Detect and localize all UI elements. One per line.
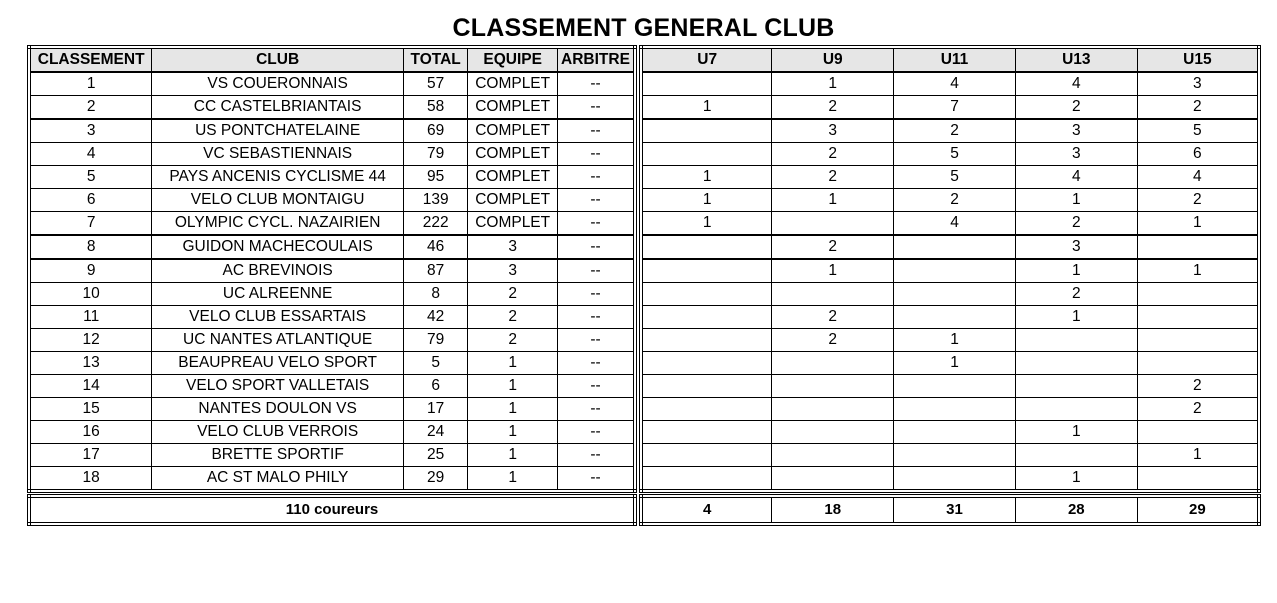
cell-club: VC SEBASTIENNAIS xyxy=(152,143,404,166)
column-header-club: CLUB xyxy=(152,47,404,72)
table-row xyxy=(29,143,635,166)
table-row xyxy=(641,467,1259,492)
cell-u7 xyxy=(641,352,772,375)
cell-equipe: 1 xyxy=(468,444,558,467)
cell-u13: 3 xyxy=(1015,119,1137,143)
cell-u11 xyxy=(894,444,1016,467)
table-row xyxy=(641,143,1259,166)
table-header-row xyxy=(29,47,635,72)
cell-u11 xyxy=(894,375,1016,398)
cell-rank: 15 xyxy=(29,398,152,421)
cell-total: 25 xyxy=(403,444,467,467)
table-row xyxy=(29,352,635,375)
total-u11: 31 xyxy=(894,496,1016,524)
cell-equipe: 3 xyxy=(468,235,558,259)
totals-row xyxy=(641,496,1259,524)
cell-u15 xyxy=(1137,329,1259,352)
cell-rank: 9 xyxy=(29,259,152,283)
cell-u11 xyxy=(894,467,1016,492)
cell-u9 xyxy=(772,352,894,375)
cell-rank: 13 xyxy=(29,352,152,375)
cell-equipe: 3 xyxy=(468,259,558,283)
total-riders: 110 coureurs xyxy=(29,496,635,524)
cell-rank: 3 xyxy=(29,119,152,143)
cell-u13: 1 xyxy=(1015,306,1137,329)
cell-total: 24 xyxy=(403,421,467,444)
cell-total: 57 xyxy=(403,72,467,96)
cell-total: 222 xyxy=(403,212,467,236)
cell-u15: 2 xyxy=(1137,96,1259,120)
cell-u15: 1 xyxy=(1137,212,1259,236)
cell-equipe: COMPLET xyxy=(468,119,558,143)
cell-equipe: COMPLET xyxy=(468,96,558,120)
cell-rank: 4 xyxy=(29,143,152,166)
cell-u11: 1 xyxy=(894,329,1016,352)
table-row xyxy=(29,444,635,467)
cell-arbitre: -- xyxy=(557,375,635,398)
cell-u15: 1 xyxy=(1137,444,1259,467)
cell-rank: 10 xyxy=(29,283,152,306)
cell-equipe: 1 xyxy=(468,352,558,375)
cell-rank: 7 xyxy=(29,212,152,236)
cell-club: VELO CLUB VERROIS xyxy=(152,421,404,444)
column-header-arbitre: ARBITRE xyxy=(557,47,635,72)
cell-rank: 11 xyxy=(29,306,152,329)
cell-arbitre: -- xyxy=(557,166,635,189)
column-header-u9: U9 xyxy=(772,47,894,72)
cell-club: BRETTE SPORTIF xyxy=(152,444,404,467)
cell-arbitre: -- xyxy=(557,398,635,421)
table-row xyxy=(29,421,635,444)
table-row xyxy=(29,329,635,352)
cell-u15: 2 xyxy=(1137,189,1259,212)
table-row xyxy=(641,119,1259,143)
cell-u11 xyxy=(894,421,1016,444)
cell-arbitre: -- xyxy=(557,96,635,120)
cell-u11: 2 xyxy=(894,119,1016,143)
cell-u7 xyxy=(641,119,772,143)
cell-u9 xyxy=(772,398,894,421)
cell-u15: 4 xyxy=(1137,166,1259,189)
cell-equipe: COMPLET xyxy=(468,166,558,189)
cell-u11 xyxy=(894,398,1016,421)
cell-u13: 1 xyxy=(1015,259,1137,283)
cell-arbitre: -- xyxy=(557,119,635,143)
cell-u7 xyxy=(641,235,772,259)
cell-club: AC BREVINOIS xyxy=(152,259,404,283)
cell-u9: 1 xyxy=(772,259,894,283)
totals-row xyxy=(29,496,635,524)
cell-club: GUIDON MACHECOULAIS xyxy=(152,235,404,259)
table-row xyxy=(641,189,1259,212)
table-row xyxy=(29,306,635,329)
cell-rank: 14 xyxy=(29,375,152,398)
table-row xyxy=(641,259,1259,283)
cell-total: 29 xyxy=(403,467,467,492)
cell-u15: 2 xyxy=(1137,398,1259,421)
cell-total: 58 xyxy=(403,96,467,120)
cell-club: BEAUPREAU VELO SPORT xyxy=(152,352,404,375)
cell-equipe: 1 xyxy=(468,398,558,421)
cell-arbitre: -- xyxy=(557,189,635,212)
cell-u9 xyxy=(772,421,894,444)
cell-club: UC ALREENNE xyxy=(152,283,404,306)
cell-u15: 6 xyxy=(1137,143,1259,166)
table-row xyxy=(641,421,1259,444)
column-header-classement: CLASSEMENT xyxy=(29,47,152,72)
cell-total: 87 xyxy=(403,259,467,283)
table-row xyxy=(29,72,635,96)
cell-u15: 5 xyxy=(1137,119,1259,143)
cell-u9 xyxy=(772,283,894,306)
cell-club: CC CASTELBRIANTAIS xyxy=(152,96,404,120)
cell-equipe: 2 xyxy=(468,329,558,352)
cell-arbitre: -- xyxy=(557,212,635,236)
cell-club: US PONTCHATELAINE xyxy=(152,119,404,143)
cell-total: 46 xyxy=(403,235,467,259)
cell-total: 79 xyxy=(403,143,467,166)
table-row xyxy=(641,329,1259,352)
cell-u11: 5 xyxy=(894,143,1016,166)
cell-equipe: COMPLET xyxy=(468,72,558,96)
cell-u9: 1 xyxy=(772,189,894,212)
cell-u7: 1 xyxy=(641,212,772,236)
cell-total: 139 xyxy=(403,189,467,212)
cell-u13 xyxy=(1015,444,1137,467)
cell-u9: 3 xyxy=(772,119,894,143)
table-row xyxy=(641,235,1259,259)
cell-arbitre: -- xyxy=(557,235,635,259)
cell-club: AC ST MALO PHILY xyxy=(152,467,404,492)
table-row xyxy=(29,119,635,143)
cell-arbitre: -- xyxy=(557,259,635,283)
table-row xyxy=(641,306,1259,329)
table-row xyxy=(641,72,1259,96)
cell-u13: 2 xyxy=(1015,283,1137,306)
column-header-u7: U7 xyxy=(641,47,772,72)
table-row xyxy=(641,166,1259,189)
cell-u7 xyxy=(641,283,772,306)
table-row xyxy=(29,467,635,492)
cell-u7 xyxy=(641,444,772,467)
cell-equipe: 1 xyxy=(468,421,558,444)
cell-total: 95 xyxy=(403,166,467,189)
cell-total: 5 xyxy=(403,352,467,375)
total-u9: 18 xyxy=(772,496,894,524)
cell-u9 xyxy=(772,375,894,398)
cell-u7 xyxy=(641,143,772,166)
category-totals-table xyxy=(639,494,1261,526)
cell-u9: 2 xyxy=(772,306,894,329)
cell-u13: 3 xyxy=(1015,235,1137,259)
cell-u11 xyxy=(894,306,1016,329)
cell-u11: 4 xyxy=(894,72,1016,96)
cell-u9: 1 xyxy=(772,72,894,96)
cell-u15 xyxy=(1137,352,1259,375)
cell-u11 xyxy=(894,259,1016,283)
cell-u7 xyxy=(641,72,772,96)
table-row xyxy=(641,283,1259,306)
cell-u13 xyxy=(1015,375,1137,398)
cell-u11: 1 xyxy=(894,352,1016,375)
table-row xyxy=(641,398,1259,421)
club-ranking-table xyxy=(27,45,637,493)
cell-u9 xyxy=(772,467,894,492)
table-row xyxy=(641,352,1259,375)
column-header-u13: U13 xyxy=(1015,47,1137,72)
cell-u13: 4 xyxy=(1015,166,1137,189)
cell-u9: 2 xyxy=(772,235,894,259)
cell-u13: 3 xyxy=(1015,143,1137,166)
table-row xyxy=(641,375,1259,398)
cell-arbitre: -- xyxy=(557,72,635,96)
cell-u15: 2 xyxy=(1137,375,1259,398)
cell-total: 6 xyxy=(403,375,467,398)
cell-arbitre: -- xyxy=(557,467,635,492)
table-row xyxy=(29,259,635,283)
total-u15: 29 xyxy=(1137,496,1259,524)
cell-total: 69 xyxy=(403,119,467,143)
cell-total: 17 xyxy=(403,398,467,421)
cell-club: VELO CLUB ESSARTAIS xyxy=(152,306,404,329)
cell-u15 xyxy=(1137,235,1259,259)
cell-rank: 1 xyxy=(29,72,152,96)
cell-equipe: COMPLET xyxy=(468,189,558,212)
riders-total-table xyxy=(27,494,637,526)
cell-club: VS COUERONNAIS xyxy=(152,72,404,96)
cell-arbitre: -- xyxy=(557,444,635,467)
cell-equipe: 2 xyxy=(468,306,558,329)
cell-u15 xyxy=(1137,306,1259,329)
cell-u9: 2 xyxy=(772,166,894,189)
table-header-row xyxy=(641,47,1259,72)
table-row xyxy=(641,444,1259,467)
column-header-equipe: EQUIPE xyxy=(468,47,558,72)
cell-equipe: 1 xyxy=(468,375,558,398)
cell-u11 xyxy=(894,235,1016,259)
total-u7: 4 xyxy=(641,496,772,524)
cell-u11: 5 xyxy=(894,166,1016,189)
cell-club: OLYMPIC CYCL. NAZAIRIEN xyxy=(152,212,404,236)
cell-u7: 1 xyxy=(641,166,772,189)
cell-rank: 6 xyxy=(29,189,152,212)
cell-arbitre: -- xyxy=(557,306,635,329)
cell-u13: 1 xyxy=(1015,467,1137,492)
cell-u11: 4 xyxy=(894,212,1016,236)
table-row xyxy=(641,212,1259,236)
cell-u7 xyxy=(641,329,772,352)
cell-equipe: 2 xyxy=(468,283,558,306)
cell-u11: 2 xyxy=(894,189,1016,212)
cell-u7 xyxy=(641,421,772,444)
cell-total: 79 xyxy=(403,329,467,352)
cell-rank: 2 xyxy=(29,96,152,120)
cell-u13: 4 xyxy=(1015,72,1137,96)
table-row xyxy=(29,283,635,306)
cell-u9: 2 xyxy=(772,96,894,120)
cell-u7: 1 xyxy=(641,189,772,212)
table-row xyxy=(29,375,635,398)
table-row xyxy=(29,96,635,120)
cell-u15: 3 xyxy=(1137,72,1259,96)
column-header-u11: U11 xyxy=(894,47,1016,72)
cell-u7 xyxy=(641,375,772,398)
table-row xyxy=(29,398,635,421)
table-row xyxy=(29,166,635,189)
cell-u15 xyxy=(1137,467,1259,492)
cell-equipe: COMPLET xyxy=(468,212,558,236)
category-counts-table xyxy=(639,45,1261,493)
cell-equipe: COMPLET xyxy=(468,143,558,166)
table-row xyxy=(29,212,635,236)
cell-u13 xyxy=(1015,352,1137,375)
cell-u7 xyxy=(641,398,772,421)
cell-u13: 1 xyxy=(1015,421,1137,444)
cell-u9: 2 xyxy=(772,143,894,166)
cell-arbitre: -- xyxy=(557,352,635,375)
cell-club: VELO SPORT VALLETAIS xyxy=(152,375,404,398)
cell-total: 42 xyxy=(403,306,467,329)
cell-arbitre: -- xyxy=(557,421,635,444)
cell-rank: 16 xyxy=(29,421,152,444)
page-title: CLASSEMENT GENERAL CLUB xyxy=(452,14,835,42)
cell-rank: 12 xyxy=(29,329,152,352)
cell-u11: 7 xyxy=(894,96,1016,120)
cell-u9: 2 xyxy=(772,329,894,352)
column-header-u15: U15 xyxy=(1137,47,1259,72)
cell-club: PAYS ANCENIS CYCLISME 44 xyxy=(152,166,404,189)
cell-club: VELO CLUB MONTAIGU xyxy=(152,189,404,212)
cell-u13 xyxy=(1015,329,1137,352)
cell-u13: 2 xyxy=(1015,212,1137,236)
cell-rank: 18 xyxy=(29,467,152,492)
cell-total: 8 xyxy=(403,283,467,306)
cell-u15 xyxy=(1137,283,1259,306)
cell-u9 xyxy=(772,444,894,467)
cell-u11 xyxy=(894,283,1016,306)
cell-u7 xyxy=(641,467,772,492)
cell-equipe: 1 xyxy=(468,467,558,492)
cell-u15 xyxy=(1137,421,1259,444)
cell-u7 xyxy=(641,259,772,283)
cell-u9 xyxy=(772,212,894,236)
cell-arbitre: -- xyxy=(557,283,635,306)
cell-u13 xyxy=(1015,398,1137,421)
table-row xyxy=(29,235,635,259)
cell-u7: 1 xyxy=(641,96,772,120)
column-header-total: TOTAL xyxy=(403,47,467,72)
table-row xyxy=(641,96,1259,120)
cell-u7 xyxy=(641,306,772,329)
cell-rank: 8 xyxy=(29,235,152,259)
cell-arbitre: -- xyxy=(557,143,635,166)
cell-arbitre: -- xyxy=(557,329,635,352)
cell-club: UC NANTES ATLANTIQUE xyxy=(152,329,404,352)
cell-u13: 2 xyxy=(1015,96,1137,120)
table-row xyxy=(29,189,635,212)
cell-u13: 1 xyxy=(1015,189,1137,212)
total-u13: 28 xyxy=(1015,496,1137,524)
cell-u15: 1 xyxy=(1137,259,1259,283)
cell-rank: 17 xyxy=(29,444,152,467)
cell-club: NANTES DOULON VS xyxy=(152,398,404,421)
cell-rank: 5 xyxy=(29,166,152,189)
